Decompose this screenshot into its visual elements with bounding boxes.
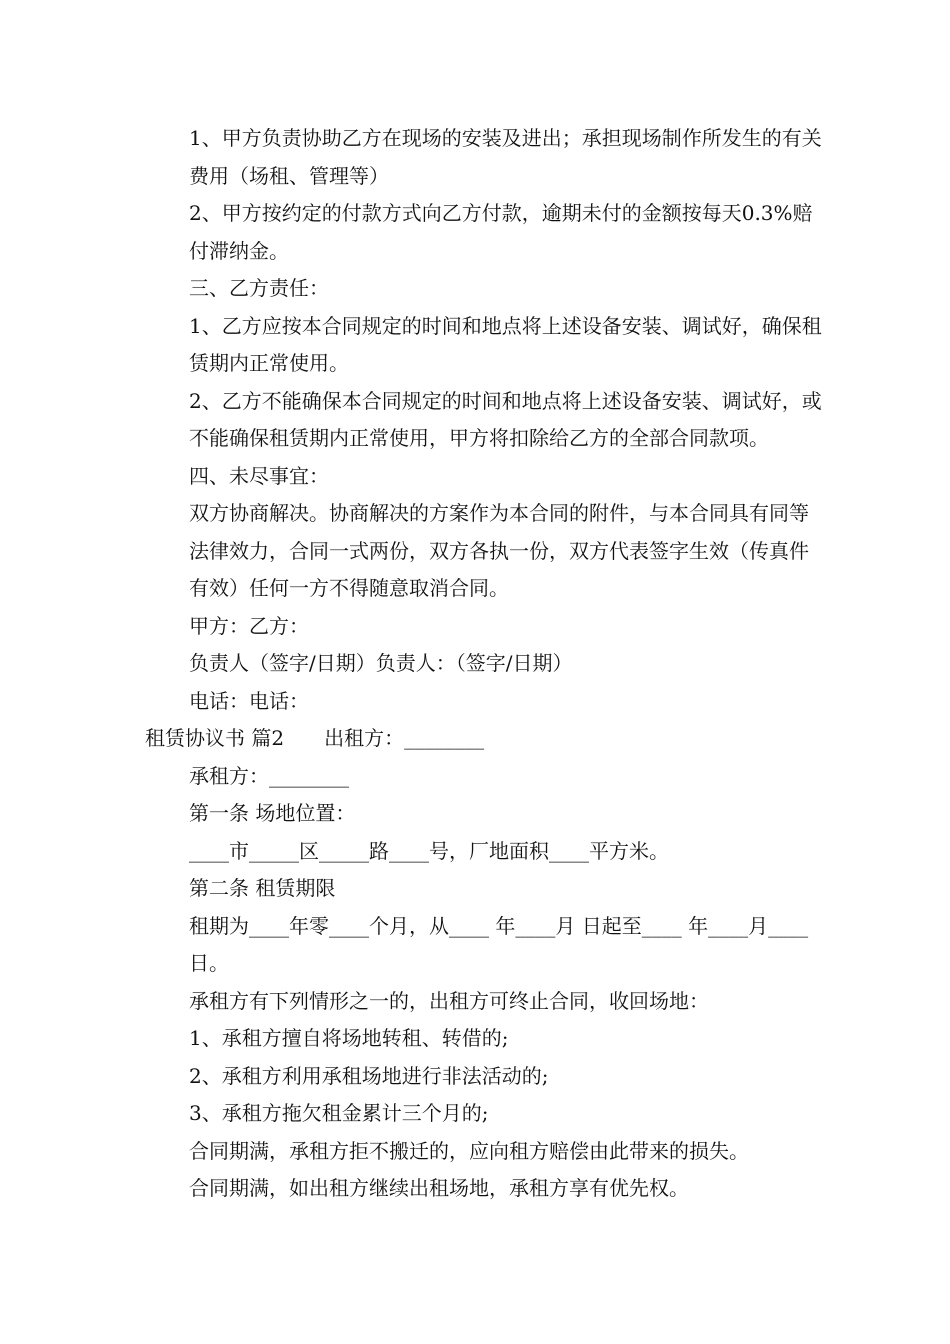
paragraph-party-b-duty-2: 2、乙方不能确保本合同规定的时间和地点将上述设备安装、调试好，或不能确保租赁期内正常使用，甲方将扣除给乙方的全部合同款项。 [189,388,822,450]
article-1-title: 第一条 场地位置： [189,801,356,825]
heading-unresolved-matters: 四、未尽事宜： [189,463,329,488]
paragraph-termination-conditions: 承租方有下列情形之一的，出租方可终止合同，收回场地： [189,988,709,1013]
paragraph-negotiation: 双方协商解决。协商解决的方案作为本合同的附件，与本合同具有同等法律效力，合同一式两份，双方各执一份，双方代表签字生效（传真件有效）任何一方不得随意取消合同。 [189,501,809,600]
list-item-termination-2: 2、承租方利用承租场地进行非法活动的; [189,1063,549,1088]
paragraph-expiry-priority: 合同期满，如出租方继续出租场地，承租方享有优先权。 [189,1176,689,1200]
paragraph-expiry-compensation: 合同期满，承租方拒不搬迁的，应向租方赔偿由此带来的损失。 [189,1138,749,1163]
article-2-term: 租期为____年零____个月，从____ 年____月 日起至____ 年____月____日。 [189,913,809,975]
signature-phones: 电话：电话： [189,688,309,713]
list-item-termination-3: 3、承租方拖欠租金累计三个月的; [189,1101,489,1125]
signature-responsible-persons: 负责人（签字/日期）负责人：（签字/日期） [189,651,573,675]
article-1-location: ____市_____区_____路____号，厂地面积____平方米。 [189,838,669,863]
paragraph-party-a-duty-1: 1、甲方负责协助乙方在现场的安装及进出；承担现场制作所发生的有关费用（场租、管理等） [189,126,822,188]
section-title-lease-agreement-2: 租赁协议书 篇2 出租方：________ [145,726,485,750]
signature-parties: 甲方：乙方： [189,613,309,638]
paragraph-party-a-duty-2: 2、甲方按约定的付款方式向乙方付款，逾期未付的金额按每天0.3%赔付滞纳金。 [189,201,813,263]
document-body [145,120,825,1208]
field-lessee: 承租方：________ [189,763,349,788]
paragraph-party-b-duty-1: 1、乙方应按本合同规定的时间和地点将上述设备安装、调试好，确保租赁期内正常使用。 [189,313,822,375]
article-2-title: 第二条 租赁期限 [189,876,336,900]
list-item-termination-1: 1、承租方擅自将场地转租、转借的; [189,1026,509,1050]
heading-party-b-responsibility: 三、乙方责任： [189,276,329,300]
